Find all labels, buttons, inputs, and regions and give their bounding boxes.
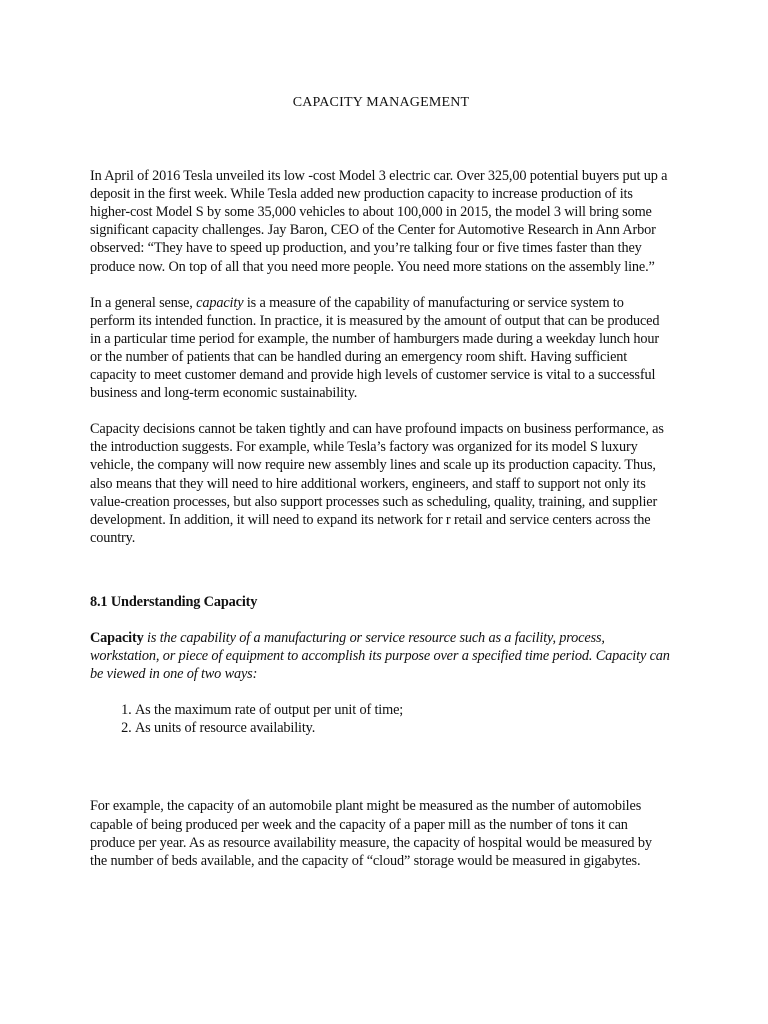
capacity-emphasis: capacity (196, 294, 244, 311)
capacity-ways-list (90, 701, 672, 737)
document-page (90, 94, 672, 888)
paragraph-text-after: is a measure of the capability of manufacturing or service system to perform its intended function. In practice, it is measured by the amount of output that can be produced in a particular time period for example, the number of hamburgers made during a weekday lunch hour or the number of patients that can be handled during an emergency room shift. Having sufficient capacity to meet customer demand and provide high levels of customer service is vital to a successful business and long-term economic sustainability. (90, 294, 660, 402)
section-heading: 8.1 Understanding Capacity (90, 593, 258, 610)
document-title: CAPACITY MANAGEMENT (292, 95, 470, 110)
example-paragraph: For example, the capacity of an automobile plant might be measured as the number of automobiles capable of being produced per week and the capacity of a paper mill as the number of tons it can produce per year. As as resource availability measure, the capacity of hospital would be measured by the number of beds available, and the capacity of “cloud” storage would be measured in gigabytes. (90, 798, 652, 869)
paragraph-text-before: In a general sense, (90, 294, 197, 311)
intro-paragraph: In April of 2016 Tesla unveiled its low -cost Model 3 electric car. Over 325,00 potential buyers put up a deposit in the first week. While Tesla added new production capacity to increase production of its higher-cost Model S by some 35,000 vehicles to about 100,000 in 2015, the model 3 will bring some significant capacity challenges. Jay Baron, CEO of the Center for Automotive Research in Ann Arbor observed: “They have to speed up production, and you’re talking four or five times faster than they produce now. On top of all that you need more people. You need more stations on the assembly line.” (90, 168, 668, 275)
list-item: 1. As the maximum rate of output per unit of time; (135, 701, 672, 719)
definition-term: Capacity (90, 629, 144, 646)
definition-text: is the capability of a manufacturing or service resource such as a facility, process, workstation, or piece of equipment to accomplish its purpose over a specified time period. Capacity can be viewed in one of two ways: (90, 629, 670, 683)
capacity-decisions-paragraph: Capacity decisions cannot be taken tightly and can have profound impacts on business performance, as the introduction suggests. For example, while Tesla’s factory was organized for its model S luxury vehicle, the company will now require new assembly lines and scale up its production capacity. Thus, also means that they will need to hire additional workers, engineers, and staff to support not only its value-creation processes, but also support processes such as scheduling, quality, training, and supplier development. In addition, it will need to expand its network for r retail and service centers across the country. (90, 421, 664, 546)
definition-block (90, 629, 672, 683)
list-item: 2. As units of resource availability. (135, 719, 672, 737)
capacity-definition-paragraph (90, 294, 672, 403)
